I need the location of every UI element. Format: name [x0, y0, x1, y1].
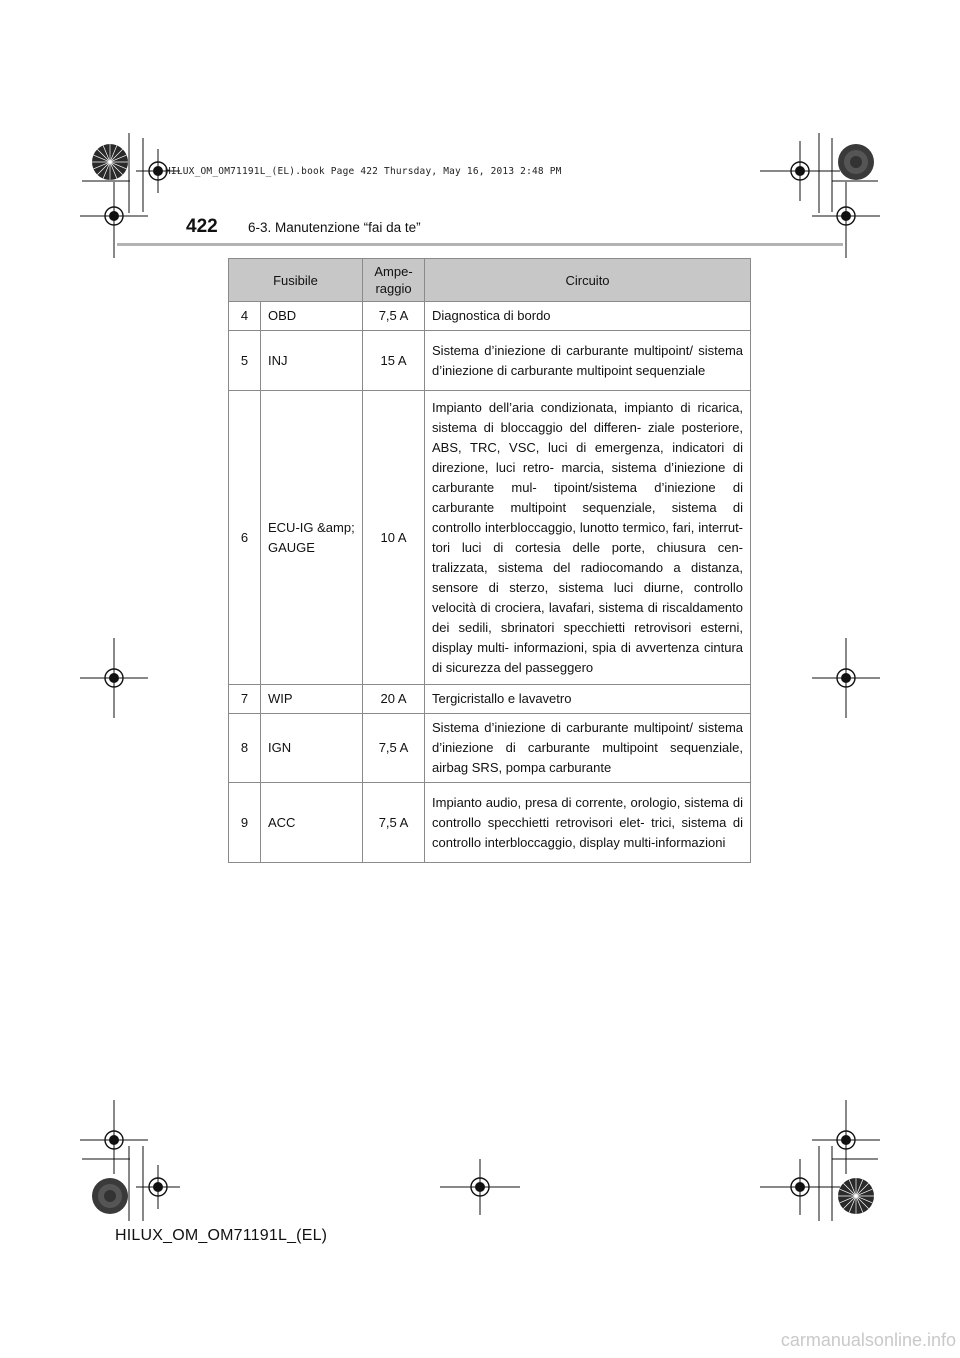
fuse-amperage: 10 A: [363, 391, 425, 685]
table-row: [229, 714, 751, 783]
fuse-name: ECU-IG &amp; GAUGE: [261, 391, 363, 685]
fuse-number: 8: [229, 714, 261, 783]
table-row: [229, 685, 751, 714]
fuse-amperage: 15 A: [363, 331, 425, 391]
fuse-name: ACC: [261, 783, 363, 863]
footer-doc-code: HILUX_OM_OM71191L_(EL): [115, 1227, 328, 1244]
fuse-number: 7: [229, 685, 261, 714]
table-header-row: [229, 259, 751, 302]
watermark-text: carmanualsonline.info: [780, 1330, 956, 1350]
fuse-circuit: Impianto audio, presa di corrente, orologio, sistema di controllo specchietti retrovisori elet- trici, sistema di controllo interbloccaggio, display multi-informazioni: [425, 783, 751, 863]
header-rule: [117, 243, 843, 246]
print-header: HILUX_OM_OM71191L_(EL).book Page 422 Thursday, May 16, 2013 2:48 PM: [165, 166, 562, 177]
fuse-amperage: 7,5 A: [363, 783, 425, 863]
fuse-circuit: Tergicristallo e lavavetro: [425, 685, 751, 714]
fuse-number: 5: [229, 331, 261, 391]
fuse-number: 4: [229, 302, 261, 331]
fuse-name: IGN: [261, 714, 363, 783]
fuse-circuit: Impianto dell’aria condizionata, impianto di ricarica, sistema di bloccaggio del differen- ziale posteriore, ABS, TRC, VSC, luci di emergenza, indicatori di direzione, luci retro- marcia, sistema d’iniezione di carburante mul- tipoint/sistema d’iniezione di carburante multipoint sequenziale, sistema di controllo interbloccaggio, lunotto termico, fari, interrut- tori luci di cortesia delle porte, chiusura cen- tralizzata, sistema del radiocomando a distanza, sensore di sterzo, sistema luci diurne, controllo velocità di crociera, lavafari, sistema di riscaldamento dei sedili, sbrinatori specchietti retrovisori esterni, display multi- informazioni, spia di avvertenza cintura di sicurezza del passeggero: [425, 391, 751, 685]
fuse-circuit: Diagnostica di bordo: [425, 302, 751, 331]
fuse-name: OBD: [261, 302, 363, 331]
table-row: [229, 302, 751, 331]
table-row: [229, 783, 751, 863]
fuse-circuit: Sistema d’iniezione di carburante multipoint/ sistema d’iniezione di carburante multipoint sequenziale, airbag SRS, pompa carburante: [425, 714, 751, 783]
fuse-amperage: 7,5 A: [363, 714, 425, 783]
table-row: [229, 391, 751, 685]
fuse-name: WIP: [261, 685, 363, 714]
page-number: 422: [186, 216, 218, 237]
header-circuit: Circuito: [425, 259, 751, 302]
header-amperage: Ampe- raggio: [363, 259, 425, 302]
fuse-number: 9: [229, 783, 261, 863]
table-row: [229, 331, 751, 391]
fuse-circuit: Sistema d’iniezione di carburante multipoint/ sistema d’iniezione di carburante multipoint sequenziale: [425, 331, 751, 391]
section-title: 6-3. Manutenzione “fai da te”: [248, 220, 421, 235]
fuse-table: [228, 258, 751, 863]
fuse-amperage: 7,5 A: [363, 302, 425, 331]
fuse-number: 6: [229, 391, 261, 685]
fuse-name: INJ: [261, 331, 363, 391]
fuse-amperage: 20 A: [363, 685, 425, 714]
header-fuse: Fusibile: [229, 259, 363, 302]
